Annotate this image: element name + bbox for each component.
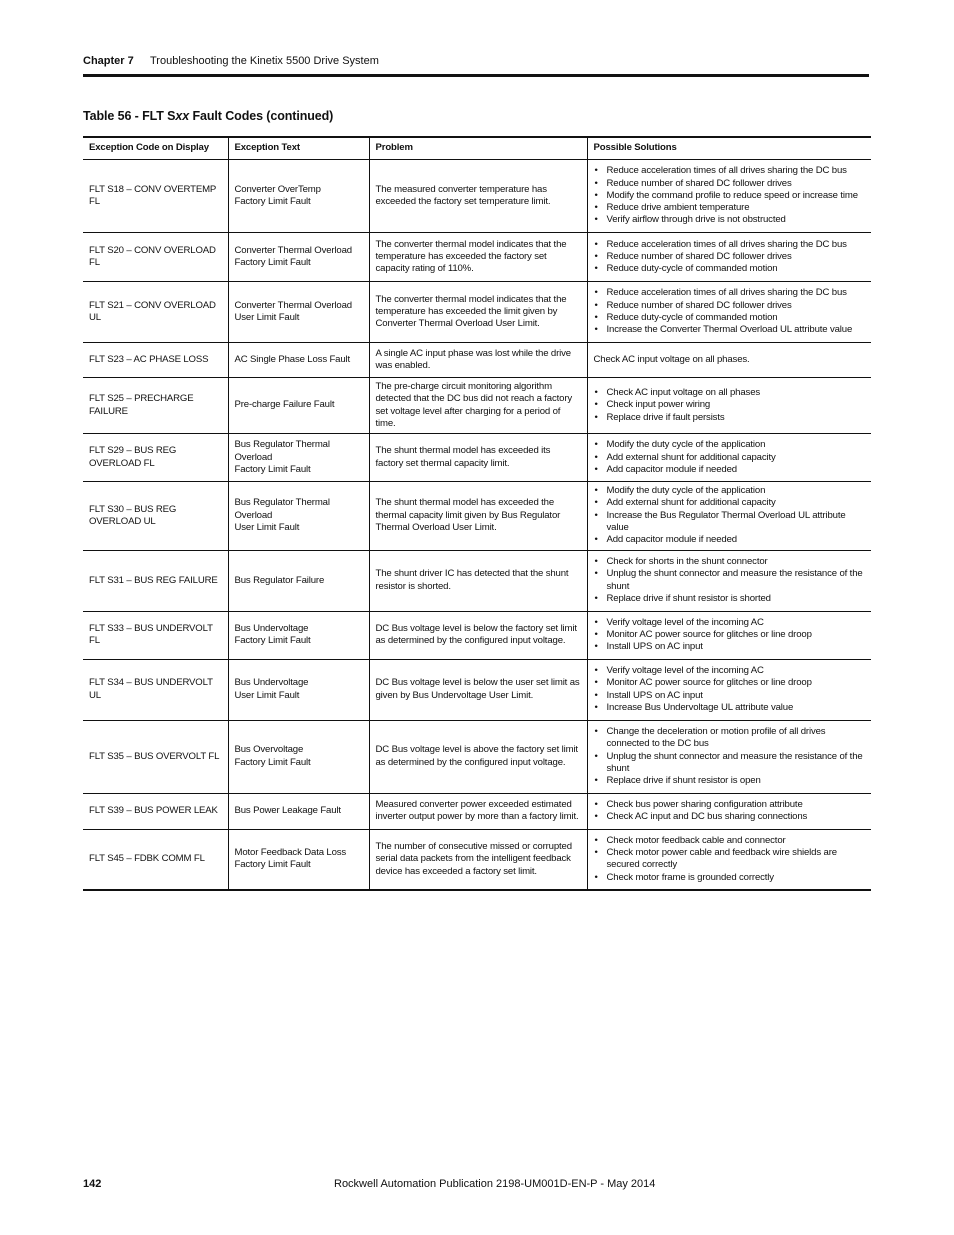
exception-text <box>228 611 369 659</box>
exception-text-line: User Limit Fault <box>234 312 300 323</box>
table-title-suffix: Fault Codes (continued) <box>189 109 334 123</box>
problem-description: The measured converter temperature has exceeded the factory set temperature limit. <box>369 160 587 233</box>
table-row <box>83 434 871 482</box>
solution-item: • Verify airflow through drive is not obstructed <box>594 214 866 226</box>
solution-item: • Check motor power cable and feedback wire shields are secured correctly <box>594 847 866 872</box>
solution-item: • Install UPS on AC input <box>594 641 866 653</box>
problem-description: A single AC input phase was lost while the drive was enabled. <box>369 343 587 378</box>
table-row <box>83 829 871 890</box>
exception-text-line: Bus Regulator Thermal Overload <box>234 439 330 463</box>
exception-text-line: Factory Limit Fault <box>234 463 311 475</box>
table-header-row <box>83 137 871 160</box>
solution-list <box>594 239 866 276</box>
solution-item: • Increase the Bus Regulator Thermal Overload UL attribute value <box>594 510 866 535</box>
solution-item: • Add capacitor module if needed <box>594 464 866 476</box>
possible-solutions <box>587 434 871 482</box>
exception-text-line: Factory Limit Fault <box>234 196 311 207</box>
solution-list <box>594 485 866 546</box>
exception-text-line: Factory Limit Fault <box>234 257 311 268</box>
problem-description: DC Bus voltage level is above the factory set limit as determined by the configured input voltage. <box>369 720 587 793</box>
solution-item: • Change the deceleration or motion profile of all drives connected to the DC bus <box>594 726 866 751</box>
problem-description: The number of consecutive missed or corrupted serial data packets from the intelligent feedback device has exceeded a factory set limit. <box>369 829 587 890</box>
solution-item: • Add capacitor module if needed <box>594 534 866 546</box>
solution-list <box>594 439 866 476</box>
table-row <box>83 343 871 378</box>
solution-item: • Replace drive if shunt resistor is open <box>594 775 866 787</box>
table-row <box>83 378 871 434</box>
problem-description: The converter thermal model indicates that the temperature has exceeded the factory set capacity rating of 110%. <box>369 233 587 282</box>
col-header-text: Exception Text <box>228 137 369 160</box>
exception-text <box>228 793 369 829</box>
solution-item: • Verify voltage level of the incoming AC <box>594 665 866 677</box>
table-title <box>83 109 333 123</box>
exception-text <box>228 378 369 434</box>
possible-solutions <box>587 160 871 233</box>
exception-text-line: Converter Thermal Overload <box>234 299 352 311</box>
solution-item: • Modify the command profile to reduce speed or increase time <box>594 190 866 202</box>
table-row <box>83 720 871 793</box>
solution-list <box>594 287 866 336</box>
solution-item: • Reduce number of shared DC follower drives <box>594 178 866 190</box>
possible-solutions <box>587 233 871 282</box>
solution-item: • Check bus power sharing configuration attribute <box>594 799 866 811</box>
solution-item: • Replace drive if fault persists <box>594 412 866 424</box>
solution-item: • Install UPS on AC input <box>594 690 866 702</box>
exception-text-line: User Limit Fault <box>234 689 300 701</box>
chapter-title: Troubleshooting the Kinetix 5500 Drive System <box>150 55 379 67</box>
exception-text-line: Converter Thermal Overload <box>234 244 352 256</box>
exception-text-line: Bus Power Leakage Fault <box>234 805 341 817</box>
solution-item: • Reduce acceleration times of all drives sharing the DC bus <box>594 287 866 299</box>
solution-item: • Unplug the shunt connector and measure the resistance of the shunt <box>594 568 866 593</box>
solution-item: • Increase the Converter Thermal Overload UL attribute value <box>594 324 866 336</box>
possible-solutions <box>587 720 871 793</box>
exception-text <box>228 282 369 343</box>
exception-code: FLT S31 – BUS REG FAILURE <box>83 550 228 611</box>
exception-text-line: Pre-charge Failure Fault <box>234 399 335 411</box>
solution-item: • Reduce duty-cycle of commanded motion <box>594 263 866 275</box>
exception-text-line: User Limit Fault <box>234 522 300 534</box>
problem-description: The shunt thermal model has exceeded the thermal capacity limit given by Bus Regulator Thermal Overload User Limit. <box>369 482 587 550</box>
problem-description: The shunt driver IC has detected that the shunt resistor is shorted. <box>369 550 587 611</box>
exception-text <box>228 233 369 282</box>
header-rule <box>83 74 869 77</box>
exception-text <box>228 343 369 378</box>
table-title-italic: xx <box>175 109 190 123</box>
solution-item: • Reduce acceleration times of all drives sharing the DC bus <box>594 165 866 177</box>
solution-list <box>594 665 866 714</box>
table-row <box>83 611 871 659</box>
solution-list <box>594 726 866 787</box>
solution-item: • Replace drive if shunt resistor is shorted <box>594 593 866 605</box>
exception-text-line: Factory Limit Fault <box>234 635 311 647</box>
possible-solutions <box>587 611 871 659</box>
solution-item: • Reduce number of shared DC follower drives <box>594 300 866 312</box>
solution-item: • Check motor frame is grounded correctly <box>594 872 866 884</box>
exception-text-line: Bus Regulator Failure <box>234 574 325 586</box>
table-title-prefix: Table 56 - FLT S <box>83 109 176 123</box>
solution-item: • Reduce acceleration times of all drives sharing the DC bus <box>594 239 866 251</box>
possible-solutions: Check AC input voltage on all phases. <box>587 343 871 378</box>
problem-description: DC Bus voltage level is below the user set limit as given by Bus Undervoltage User Limit. <box>369 659 587 720</box>
problem-description: The shunt thermal model has exceeded its factory set thermal capacity limit. <box>369 434 587 482</box>
col-header-code: Exception Code on Display <box>83 137 228 160</box>
solution-item: • Modify the duty cycle of the application <box>594 439 866 451</box>
possible-solutions <box>587 282 871 343</box>
table-row <box>83 233 871 282</box>
possible-solutions <box>587 829 871 890</box>
exception-code: FLT S29 – BUS REG OVERLOAD FL <box>83 434 228 482</box>
exception-code: FLT S25 – PRECHARGE FAILURE <box>83 378 228 434</box>
solution-list <box>594 387 866 424</box>
exception-text <box>228 160 369 233</box>
publication-info: Rockwell Automation Publication 2198-UM001D-EN-P - May 2014 <box>334 1178 656 1190</box>
exception-text <box>228 482 369 550</box>
solution-item: • Add external shunt for additional capacity <box>594 452 866 464</box>
table-body <box>83 160 871 891</box>
exception-text-line: Motor Feedback Data Loss <box>234 847 347 859</box>
chapter-label: Chapter 7 <box>83 55 134 67</box>
exception-code: FLT S18 – CONV OVERTEMP FL <box>83 160 228 233</box>
exception-code: FLT S30 – BUS REG OVERLOAD UL <box>83 482 228 550</box>
exception-code: FLT S20 – CONV OVERLOAD FL <box>83 233 228 282</box>
exception-text-line: Bus Undervoltage <box>234 677 309 689</box>
solution-list <box>594 556 866 605</box>
exception-code: FLT S21 – CONV OVERLOAD UL <box>83 282 228 343</box>
exception-text-line: Factory Limit Fault <box>234 859 311 871</box>
exception-text <box>228 829 369 890</box>
solution-item: • Unplug the shunt connector and measure the resistance of the shunt <box>594 751 866 776</box>
exception-text-line: AC Single Phase Loss Fault <box>234 353 351 365</box>
exception-code: FLT S39 – BUS POWER LEAK <box>83 793 228 829</box>
exception-text <box>228 550 369 611</box>
exception-text-line: Bus Regulator Thermal Overload <box>234 497 330 521</box>
solution-item: • Check for shorts in the shunt connector <box>594 556 866 568</box>
table-row <box>83 550 871 611</box>
solution-item: • Monitor AC power source for glitches or line droop <box>594 677 866 689</box>
solution-item: • Add external shunt for additional capacity <box>594 497 866 509</box>
table-row <box>83 659 871 720</box>
possible-solutions <box>587 482 871 550</box>
exception-text-line: Converter OverTemp <box>234 183 321 195</box>
possible-solutions <box>587 378 871 434</box>
solution-list <box>594 799 866 824</box>
solution-list <box>594 165 866 226</box>
exception-code: FLT S23 – AC PHASE LOSS <box>83 343 228 378</box>
problem-description: The converter thermal model indicates that the temperature has exceeded the limit given by Converter Thermal Overload User Limit. <box>369 282 587 343</box>
exception-text-line: Bus Overvoltage <box>234 744 304 756</box>
solution-item: • Check AC input and DC bus sharing connections <box>594 811 866 823</box>
solution-list <box>594 835 866 884</box>
table-row <box>83 482 871 550</box>
solution-item: • Reduce drive ambient temperature <box>594 202 866 214</box>
exception-text <box>228 720 369 793</box>
problem-description: The pre-charge circuit monitoring algorithm detected that the DC bus did not reach a factory set voltage level after charging for a period of time. <box>369 378 587 434</box>
exception-code: FLT S34 – BUS UNDERVOLT UL <box>83 659 228 720</box>
solution-item: • Reduce duty-cycle of commanded motion <box>594 312 866 324</box>
exception-code: FLT S35 – BUS OVERVOLT FL <box>83 720 228 793</box>
exception-text <box>228 659 369 720</box>
solution-item: • Reduce number of shared DC follower drives <box>594 251 866 263</box>
possible-solutions <box>587 659 871 720</box>
page-footer <box>83 1177 869 1193</box>
exception-text <box>228 434 369 482</box>
solution-item: • Increase Bus Undervoltage UL attribute value <box>594 702 866 714</box>
fault-codes-table <box>83 136 871 891</box>
possible-solutions <box>587 550 871 611</box>
solution-list <box>594 617 866 654</box>
table-row <box>83 282 871 343</box>
exception-text-line: Bus Undervoltage <box>234 622 309 634</box>
solution-item: • Verify voltage level of the incoming AC <box>594 617 866 629</box>
page-number: 142 <box>83 1178 102 1190</box>
table-row <box>83 160 871 233</box>
solution-item: • Modify the duty cycle of the application <box>594 485 866 497</box>
page-header <box>83 53 869 75</box>
solution-item: • Check input power wiring <box>594 399 866 411</box>
solution-item: • Check AC input voltage on all phases <box>594 387 866 399</box>
problem-description: Measured converter power exceeded estimated inverter output power by more than a factory limit. <box>369 793 587 829</box>
col-header-solutions: Possible Solutions <box>587 137 871 160</box>
table-row <box>83 793 871 829</box>
exception-code: FLT S45 – FDBK COMM FL <box>83 829 228 890</box>
problem-description: DC Bus voltage level is below the factory set limit as determined by the configured input voltage. <box>369 611 587 659</box>
exception-code: FLT S33 – BUS UNDERVOLT FL <box>83 611 228 659</box>
col-header-problem: Problem <box>369 137 587 160</box>
solution-item: • Check motor feedback cable and connector <box>594 835 866 847</box>
solution-item: • Monitor AC power source for glitches or line droop <box>594 629 866 641</box>
exception-text-line: Factory Limit Fault <box>234 756 311 768</box>
possible-solutions <box>587 793 871 829</box>
